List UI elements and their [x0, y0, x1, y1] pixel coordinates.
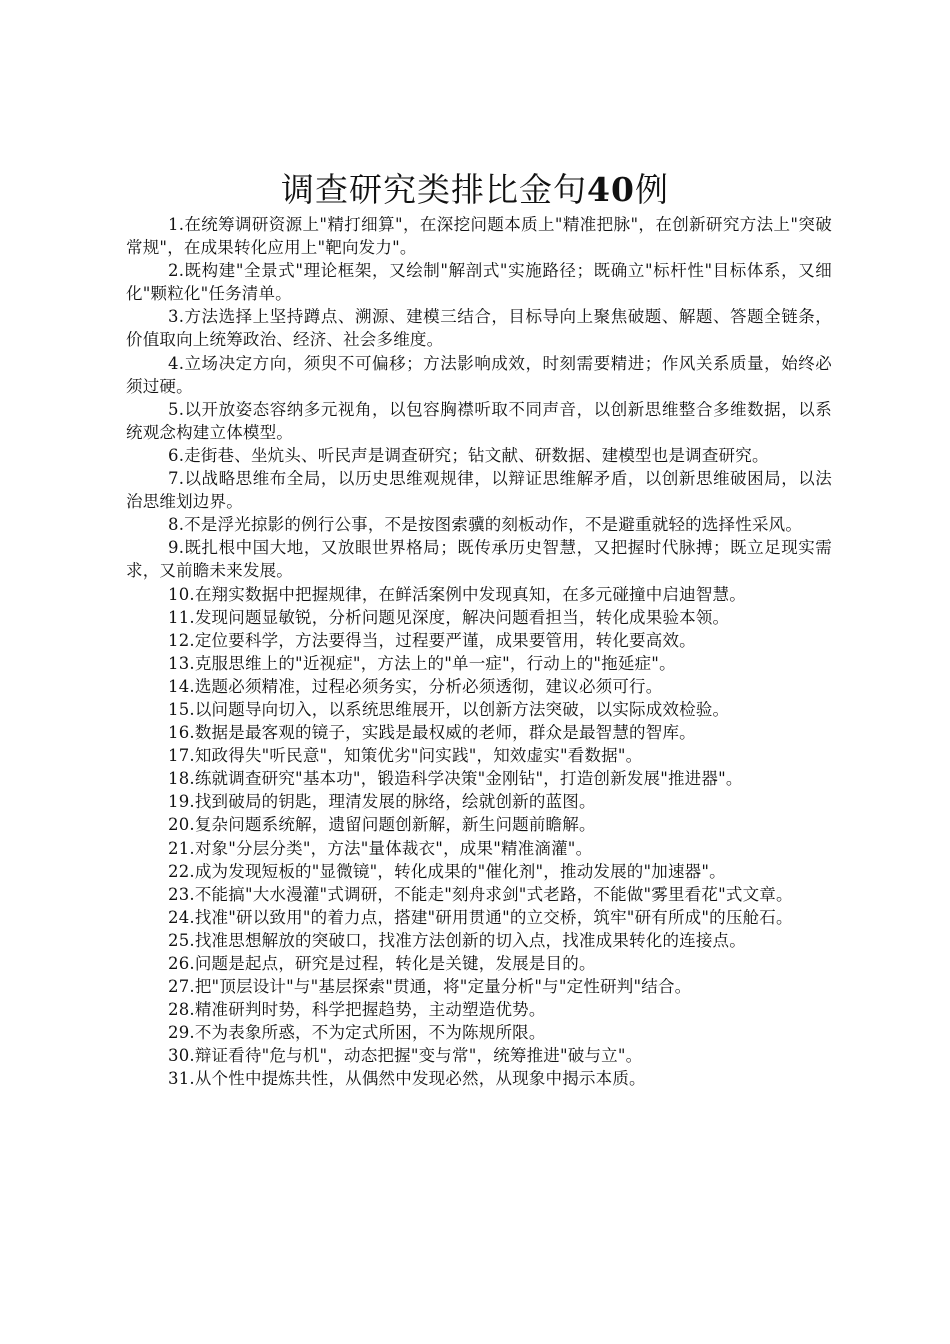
list-item: 25.找准思想解放的突破口，找准方法创新的切入点，找准成果转化的连接点。 [168, 930, 746, 950]
list-item: 24.找准"研以致用"的着力点，搭建"研用贯通"的立交桥，筑牢"研有所成"的压舱石。 [168, 907, 793, 927]
list-item: 28.精准研判时势，科学把握趋势，主动塑造优势。 [168, 1000, 546, 1020]
list-item: 31.从个性中提炼共性，从偶然中发现必然，从现象中揭示本质。 [168, 1069, 646, 1089]
list-item: 4.立场决定方向，须臾不可偏移；方法影响成效，时刻需要精进；作风关系质量，始终必须过硬。 [126, 353, 832, 396]
list-item: 21.对象"分层分类"，方法"量体裁衣"，成果"精准滴灌"。 [168, 838, 593, 858]
list-item: 14.选题必须精准，过程必须务实，分析必须透彻，建议必须可行。 [168, 676, 663, 696]
list-item: 23.不能搞"大水漫灌"式调研，不能走"刻舟求剑"式老路，不能做"雾里看花"式文章。 [168, 884, 793, 904]
list-item: 13.克服思维上的"近视症"，方法上的"单一症"，行动上的"拖延症"。 [168, 653, 676, 673]
list-item: 15.以问题导向切入，以系统思维展开，以创新方法突破，以实际成效检验。 [168, 699, 730, 719]
list-item: 8.不是浮光掠影的例行公事，不是按图索骥的刻板动作，不是避重就轻的选择性采风。 [168, 515, 803, 535]
list-item: 6.走街巷、坐炕头、听民声是调查研究；钻文献、研数据、建模型也是调查研究。 [168, 445, 769, 465]
list-item: 18.练就调查研究"基本功"，锻造科学决策"金刚钻"，打造创新发展"推进器"。 [168, 769, 743, 789]
list-item: 16.数据是最客观的镜子，实践是最权威的老师，群众是最智慧的智库。 [168, 723, 696, 743]
list-item: 5.以开放姿态容纳多元视角，以包容胸襟听取不同声音，以创新思维整合多维数据，以系统观念构建立体模型。 [126, 399, 832, 442]
list-item: 11.发现问题显敏锐，分析问题见深度，解决问题看担当，转化成果验本领。 [168, 607, 730, 627]
list-item: 22.成为发现短板的"显微镜"，转化成果的"催化剂"，推动发展的"加速器"。 [168, 861, 726, 881]
document-title: 调查研究类排比金句40例 [281, 170, 669, 209]
list-item: 7.以战略思维布全局，以历史思维观规律，以辩证思维解矛盾，以创新思维破困局，以法治思维划边界。 [126, 469, 832, 512]
list-item: 17.知政得失"听民意"，知策优劣"问实践"，知效虚实"看数据"。 [168, 746, 643, 766]
list-item: 9.既扎根中国大地，又放眼世界格局；既传承历史智慧，又把握时代脉搏；既立足现实需求，又前瞻未来发展。 [126, 538, 832, 581]
list-item: 26.问题是起点，研究是过程，转化是关键，发展是目的。 [168, 954, 596, 973]
list-item: 10.在翔实数据中把握规律，在鲜活案例中发现真知，在多元碰撞中启迪智慧。 [168, 584, 746, 604]
list-item: 30.辩证看待"危与机"，动态把握"变与常"，统筹推进"破与立"。 [168, 1046, 643, 1066]
list-item: 2.既构建"全景式"理论框架，又绘制"解剖式"实施路径；既确立"标杆性"目标体系，又细化"颗粒化"任务清单。 [126, 261, 832, 304]
list-item: 1.在统筹调研资源上"精打细算"，在深挖问题本质上"精准把脉"，在创新研究方法上"突破常规"，在成果转化应用上"靶向发力"。 [126, 215, 832, 258]
list-item: 19.找到破局的钥匙，理清发展的脉络，绘就创新的蓝图。 [168, 792, 596, 812]
list-item: 12.定位要科学，方法要得当，过程要严谨，成果要管用，转化要高效。 [168, 630, 696, 650]
list-item: 27.把"顶层设计"与"基层探索"贯通，将"定量分析"与"定性研判"结合。 [168, 977, 692, 997]
list-item: 3.方法选择上坚持蹲点、溯源、建模三结合，目标导向上聚焦破题、解题、答题全链条，价值取向上统筹政治、经济、社会多维度。 [126, 307, 832, 350]
list-item: 20.复杂问题系统解，遗留问题创新解，新生问题前瞻解。 [168, 815, 596, 835]
document-body [126, 213, 832, 1091]
list-item: 29.不为表象所惑，不为定式所困，不为陈规所限。 [168, 1023, 546, 1043]
